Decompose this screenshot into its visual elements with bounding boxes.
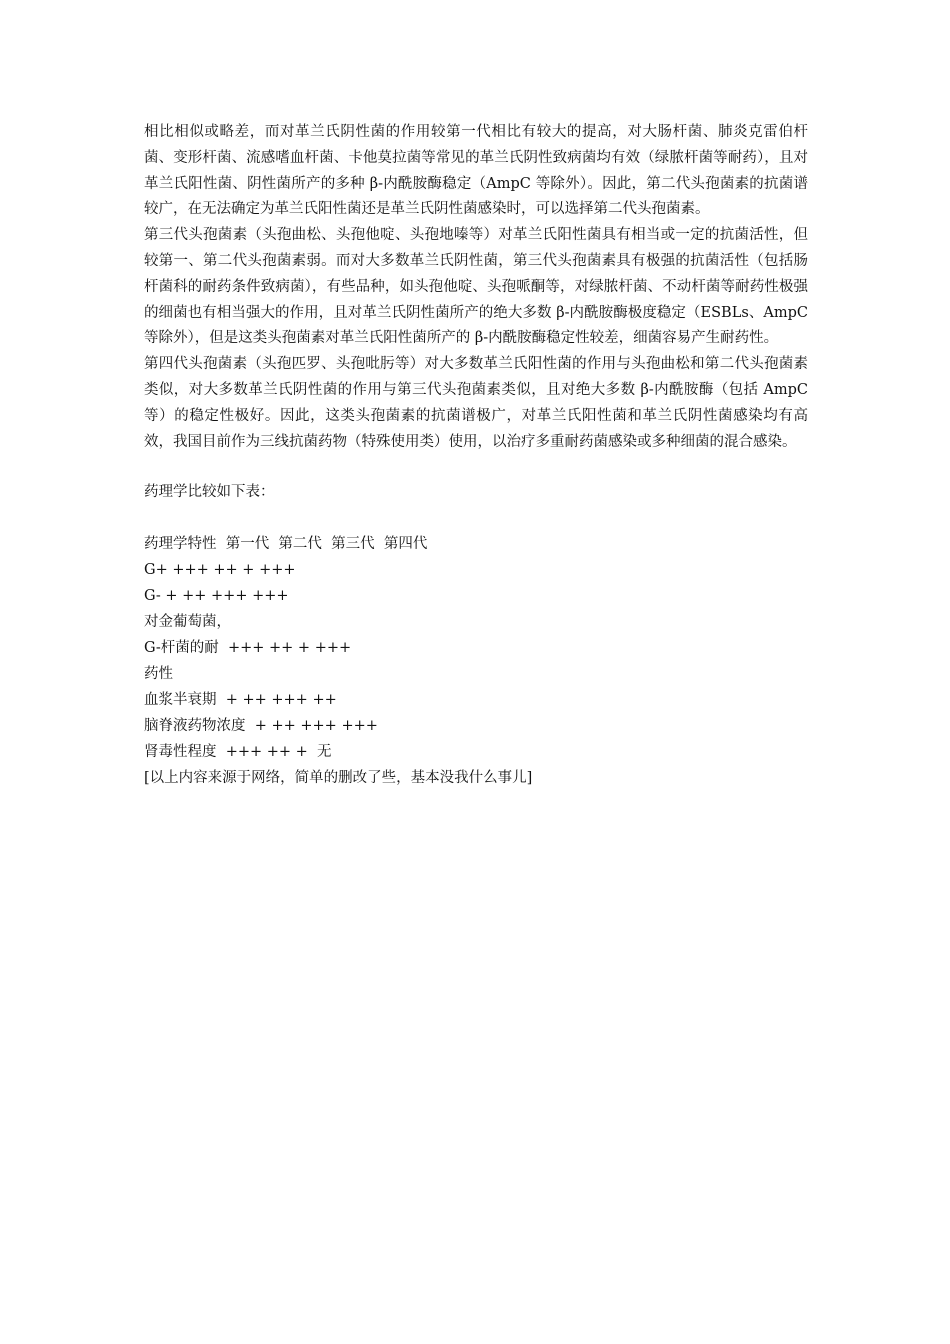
table-line-g-rod-resistance: G-杆菌的耐 +++ ++ + +++ (144, 640, 352, 657)
source-note: [以上内容来源于网络，简单的删改了些，基本没我什么事儿] (144, 770, 533, 787)
table-line-csf-concentration: 脑脊液药物浓度 + ++ +++ +++ (144, 718, 378, 735)
table-line-nephrotoxicity: 肾毒性程度 +++ ++ + 无 (144, 744, 332, 761)
spacer (144, 505, 808, 531)
paragraph-third-generation: 第三代头孢菌素（头孢曲松、头孢他啶、头孢地嗪等）对革兰氏阳性菌具有相当或一定的抗菌活性，但较第一、第二代头孢菌素弱。而对大多数革兰氏阴性菌，第三代头孢菌素具有极强的抗菌活性（包括肠杆菌科的耐药条件致病菌），有些品种，如头孢他啶、头孢哌酮等，对绿脓杆菌、不动杆菌等耐药性极强的细菌也有相当强大的作用，且对革兰氏阴性菌所产的绝大多数 β-内酰胺酶极度稳定（ESBLs、AmpC 等除外），但是这类头孢菌素对革兰氏阳性菌所产的 β-内酰胺酶稳定性较差，细菌容易产生耐药性。 (144, 227, 808, 347)
table-intro: 药理学比较如下表： (144, 484, 275, 501)
table-line-resistance-cont: 药性 (144, 666, 173, 683)
table-line-staph: 对金葡萄菌， (144, 614, 231, 631)
comparison-table (144, 531, 808, 791)
table-header-line: 药理学特性 第一代 第二代 第三代 第四代 (144, 536, 428, 553)
table-line-half-life: 血浆半衰期 + ++ +++ ++ (144, 692, 337, 709)
paragraph-second-generation: 相比相似或略差，而对革兰氏阴性菌的作用较第一代相比有较大的提高，对大肠杆菌、肺炎克雷伯杆菌、变形杆菌、流感嗜血杆菌、卡他莫拉菌等常见的革兰氏阴性致病菌均有效（绿脓杆菌等耐药），且对革兰氏阳性菌、阴性菌所产的多种 β-内酰胺酶稳定（AmpC 等除外）。因此，第二代头孢菌素的抗菌谱较广，在无法确定为革兰氏阳性菌还是革兰氏阴性菌感染时，可以选择第二代头孢菌素。 (144, 124, 808, 218)
paragraph-fourth-generation: 第四代头孢菌素（头孢匹罗、头孢吡肟等）对大多数革兰氏阳性菌的作用与头孢曲松和第二代头孢菌素类似，对大多数革兰氏阴性菌的作用与第三代头孢菌素类似，且对绝大多数 β-内酰胺酶（包括 AmpC 等）的稳定性极好。因此，这类头孢菌素的抗菌谱极广，对革兰氏阳性菌和革兰氏阴性菌感染均有高效，我国目前作为三线抗菌药物（特殊使用类）使用，以治疗多重耐药菌感染或多种细菌的混合感染。 (144, 356, 808, 450)
table-line-g-plus: G+ +++ ++ + +++ (144, 562, 296, 579)
document-page (144, 120, 808, 791)
table-line-g-minus: G- + ++ +++ +++ (144, 588, 289, 605)
spacer (144, 455, 808, 479)
